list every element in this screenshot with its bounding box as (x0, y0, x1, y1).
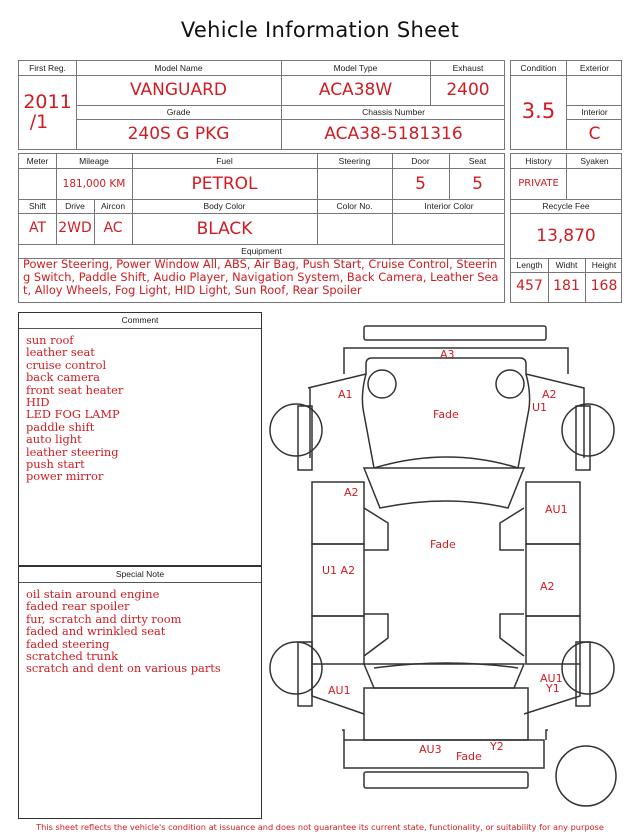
comment-heading: Comment (19, 313, 261, 329)
list-item: cruise control (26, 357, 107, 372)
model-type-value: ACA38W (318, 80, 393, 100)
body-color-label: Body Color (203, 201, 246, 211)
door-value: 5 (415, 174, 426, 194)
damage-rear-right-quarter-2: Y1 (546, 682, 560, 695)
mileage-value: 181,000 KM (62, 178, 126, 190)
length-value: 457 (516, 278, 543, 294)
comment-list (19, 329, 261, 483)
exterior-label: Exterior (579, 63, 610, 73)
height-value: 168 (590, 278, 618, 294)
seat-label: Seat (468, 156, 487, 166)
special-note-list (19, 583, 261, 675)
equipment-list: Power Steering, Power Window All, ABS, Air Bag, Push Start, Cruise Control, Steering Switch, Paddle Shift, Audio Player, Navigation System, Back Camera, Leather Seat, Alloy Wheels, Fog Light, HID Light, Sun Roof, Rear Spoiler (23, 257, 499, 298)
damage-front-right-fender-2: U1 (532, 401, 548, 414)
model-name-value: VANGUARD (129, 80, 228, 100)
damage-front-left-fender: A1 (338, 388, 353, 401)
list-item: leather steering (26, 444, 119, 459)
vehicle-damage-diagram (268, 318, 620, 818)
condition-grade: 3.5 (521, 99, 556, 123)
spec-table (18, 153, 505, 303)
list-item: faded steering (26, 636, 110, 651)
damage-left-rear-door: U1 A2 (322, 564, 356, 577)
shift-label: Shift (28, 201, 46, 211)
fuel-value: PETROL (191, 174, 258, 194)
length-label: Length (516, 260, 543, 270)
damage-right-rear-door: A2 (540, 580, 555, 593)
list-item: paddle shift (26, 419, 95, 434)
fuel-label: Fuel (216, 156, 233, 166)
damage-roof: Fade (430, 538, 456, 551)
list-item: scratched trunk (26, 649, 119, 664)
history-table (510, 153, 622, 303)
list-item: power mirror (26, 469, 104, 484)
interior-grade: C (588, 124, 601, 144)
history-label: History (525, 156, 552, 166)
damage-rear-left-quarter: AU1 (328, 684, 351, 697)
height-label: Height (591, 260, 617, 270)
exhaust-value: 2400 (446, 80, 490, 100)
interior-label: Interior (581, 107, 608, 117)
first-reg-year: 2011 (23, 91, 72, 113)
damage-rear-bumper-center: Fade (456, 750, 482, 763)
drive-value: 2WD (58, 220, 92, 236)
width-value: 181 (553, 278, 580, 294)
list-item: leather seat (26, 345, 95, 360)
recycle-fee-label: Recycle Fee (542, 201, 590, 211)
damage-rear-right-quarter: AU1 (540, 672, 563, 685)
body-color-value: BLACK (196, 219, 253, 239)
car-outline-icon (268, 318, 620, 818)
syaken-label: Syaken (580, 156, 609, 166)
history-value: PRIVATE (518, 178, 559, 189)
list-item: scratch and dent on various parts (26, 661, 221, 676)
seat-value: 5 (472, 174, 483, 194)
recycle-fee-value: 13,870 (536, 226, 596, 246)
list-item: faded rear spoiler (26, 599, 130, 614)
sheet-title: Vehicle Information Sheet (180, 18, 460, 42)
model-type-label: Model Type (333, 63, 378, 73)
first-reg-label: First Reg. (29, 63, 66, 73)
comment-box (18, 312, 262, 566)
meter-label: Meter (26, 156, 49, 166)
list-item: back camera (26, 370, 100, 385)
list-item: fur, scratch and dirty room (26, 611, 182, 626)
list-item: auto light (26, 432, 82, 447)
list-item: LED FOG LAMP (26, 407, 120, 422)
shift-value: AT (28, 220, 47, 236)
list-item: oil stain around engine (26, 587, 160, 601)
damage-rear-bumper-right: Y2 (490, 740, 504, 753)
aircon-value: AC (103, 220, 123, 236)
drive-label: Drive (65, 201, 85, 211)
condition-label: Condition (520, 63, 557, 73)
list-item: HID (26, 395, 50, 410)
disclaimer-footer: This sheet reflects the vehicle's condition at issuance and does not guarantee its current state, functionality, or suitability for any purpose (36, 822, 604, 832)
damage-front-bumper: A3 (440, 348, 455, 361)
grade-label: Grade (166, 107, 191, 117)
chassis-number-value: ACA38-5181316 (324, 124, 463, 144)
steering-label: Steering (338, 156, 371, 166)
list-item: push start (26, 457, 85, 472)
special-note-box (18, 566, 262, 819)
width-label: Widht (555, 260, 578, 270)
list-item: sun roof (26, 333, 74, 347)
damage-front-right-fender: A2 (542, 388, 557, 401)
damage-rear-bumper-left: AU3 (419, 743, 442, 756)
mileage-label: Mileage (79, 156, 109, 166)
exhaust-label: Exhaust (452, 63, 484, 73)
interior-color-label: Interior Color (424, 201, 474, 211)
list-item: faded and wrinkled seat (26, 624, 166, 639)
model-name-label: Model Name (154, 63, 203, 73)
list-item: front seat heater (26, 382, 124, 397)
model-info-table (18, 60, 505, 150)
equipment-label: Equipment (241, 246, 282, 256)
damage-hood: Fade (433, 408, 459, 421)
damage-right-front-door: AU1 (545, 503, 568, 516)
first-reg-month: /1 (29, 111, 49, 133)
chassis-number-label: Chassis Number (362, 107, 425, 117)
grade-value: 240S G PKG (127, 124, 230, 144)
damage-left-front-door: A2 (344, 486, 359, 499)
special-note-heading: Special Note (19, 567, 261, 583)
condition-table (510, 60, 622, 150)
door-label: Door (411, 156, 430, 166)
color-no-label: Color No. (336, 201, 373, 211)
aircon-label: Aircon (100, 201, 126, 211)
